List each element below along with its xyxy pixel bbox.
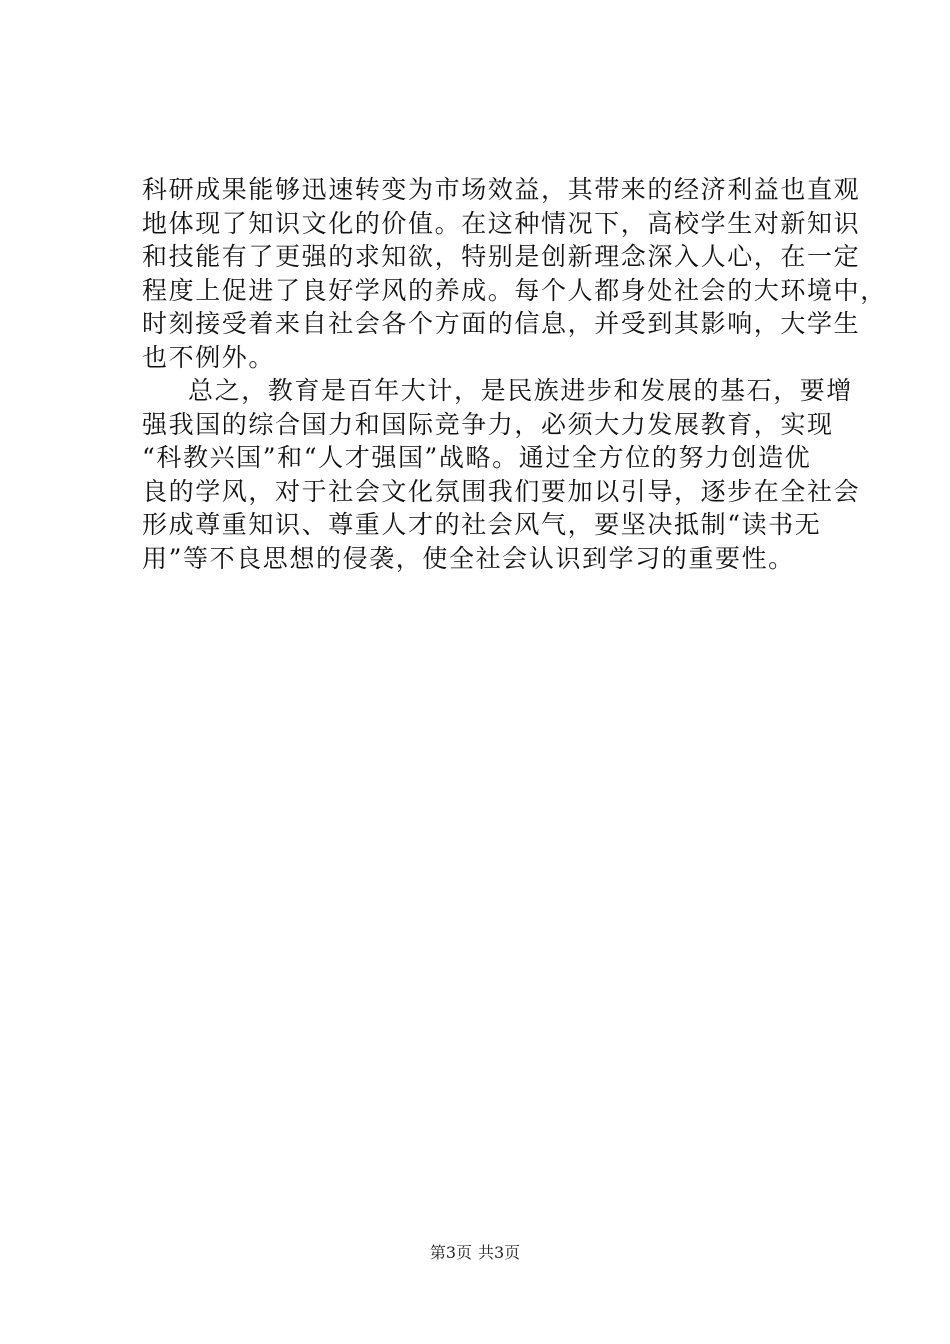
text-line: 程度上促进了良好学风的养成。每个人都身处社会的大环境中， (142, 275, 887, 305)
text-line: 地体现了知识文化的价值。在这种情况下，高校学生对新知识 (142, 208, 861, 238)
text-line: 用”等不良思想的侵袭，使全社会认识到学习的重要性。 (142, 543, 795, 573)
text-line: 强我国的综合国力和国际竞争力，必须大力发展教育，实现 (142, 409, 834, 439)
document-body (142, 173, 887, 575)
text-line: 和技能有了更强的求知欲，特别是创新理念深入人心，在一定 (142, 242, 861, 271)
text-line: 时刻接受着来自社会各个方面的信息，并受到其影响，大学生 (142, 309, 861, 338)
text-line: 总之，教育是百年大计，是民族进步和发展的基石，要增 (188, 376, 854, 405)
text-line: 形成尊重知识、尊重人才的社会风气，要坚决抵制“读书无 (142, 510, 822, 539)
page-footer (0, 1242, 950, 1264)
text-line: 科研成果能够迅速转变为市场效益，其带来的经济利益也直观 (142, 175, 861, 204)
paragraph-1 (142, 173, 887, 374)
page-number: 第3页 (429, 1243, 472, 1262)
page-total: 共3页 (478, 1243, 521, 1262)
paragraph-2 (142, 374, 862, 575)
text-line: “科教兴国”和“人才强国”战略。通过全方位的努力创造优 (142, 443, 812, 472)
text-line: 也不例外。 (142, 342, 276, 372)
text-line: 良的学风，对于社会文化氛围我们要加以引导，逐步在全社会 (142, 476, 861, 506)
